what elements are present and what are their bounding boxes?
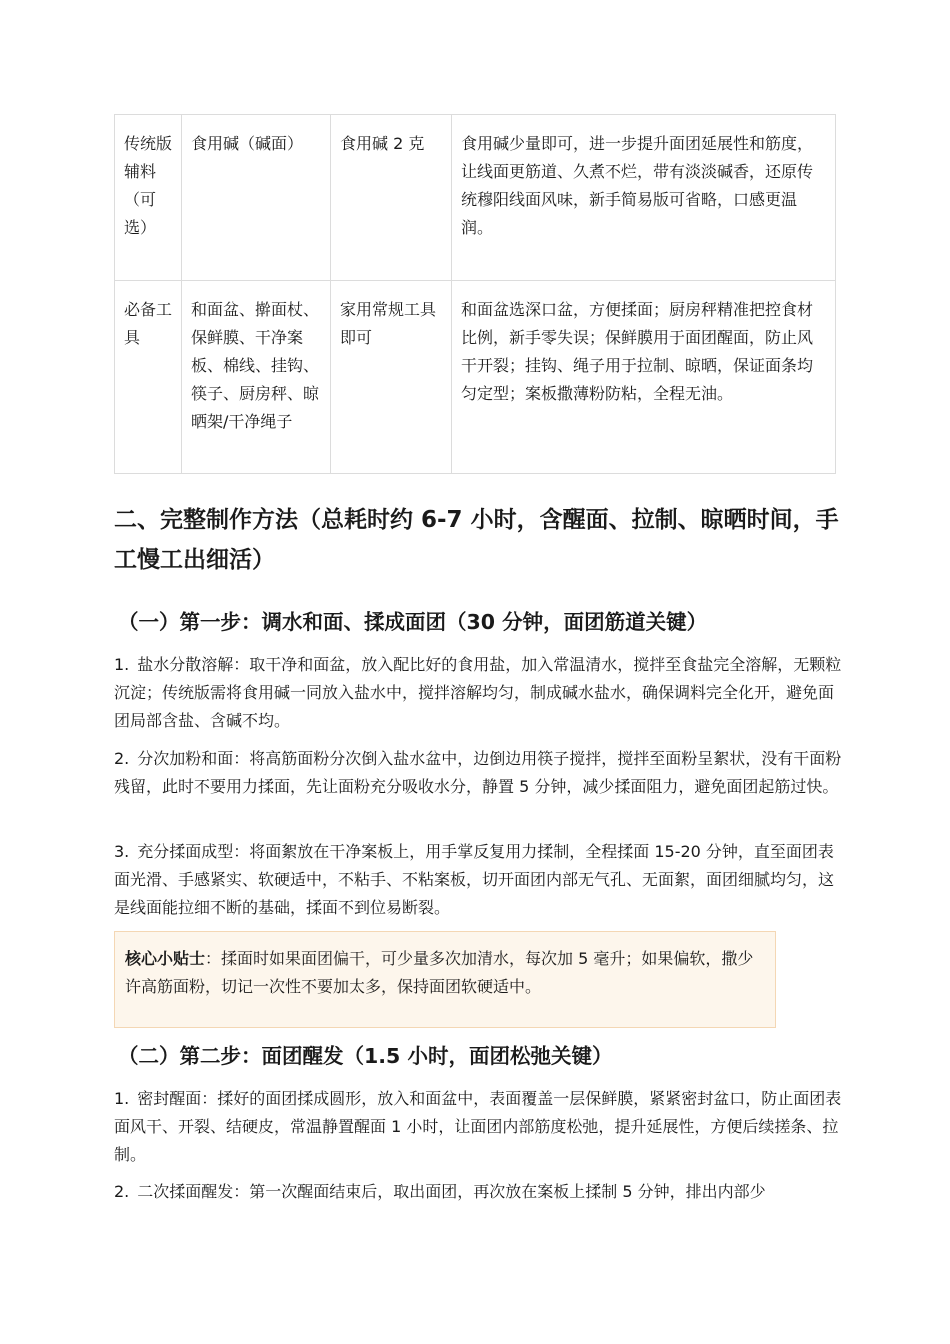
table-row xyxy=(115,281,836,474)
tip-callout xyxy=(114,931,776,1028)
list-text: 盐水分散溶解：取干净和面盆，放入配比好的食用盐，加入常温清水，搅拌至食盐完全溶解，无颗粒沉淀；传统版需将食用碱一同放入盐水中，搅拌溶解均匀，制成碱水盐水，确保调料完全化开，避免面团局部含盐、含碱不均。 xyxy=(114,655,842,730)
list-number: 1. xyxy=(114,655,130,674)
list-number: 3. xyxy=(114,842,130,861)
section-heading: 二、完整制作方法（总耗时约 6-7 小时，含醒面、拉制、晾晒时间，手工慢工出细活） xyxy=(114,507,839,573)
list-text: 分次加粉和面：将高筋面粉分次倒入盐水盆中，边倒边用筷子搅拌，搅拌至面粉呈絮状，没有干面粉残留，此时不要用力揉面，先让面粉充分吸收水分，静置 5 分钟，减少揉面阻力，避免面团起筋过快。 xyxy=(114,749,842,796)
list-text: 二次揉面醒发：第一次醒面结束后，取出面团，再次放在案板上揉制 5 分钟，排出内部少 xyxy=(137,1182,766,1201)
table-cell-note: 和面盆选深口盆，方便揉面；厨房秤精准把控食材比例，新手零失误；保鲜膜用于面团醒面，防止风干开裂；挂钩、绳子用于拉制、晾晒，保证面条均匀定型；案板撒薄粉防粘，全程无油。 xyxy=(452,281,836,474)
table-cell-note: 食用碱少量即可，进一步提升面团延展性和筋度，让线面更筋道、久煮不烂，带有淡淡碱香，还原传统穆阳线面风味，新手简易版可省略，口感更温润。 xyxy=(452,115,836,281)
table-cell-category: 传统版辅料（可选） xyxy=(115,115,182,281)
table-cell-item: 食用碱（碱面） xyxy=(182,115,331,281)
step1-item-2 xyxy=(114,745,844,801)
step2-item-1 xyxy=(114,1085,844,1169)
list-number: 2. xyxy=(114,1182,130,1201)
step2-heading: （二）第二步：面团醒发（1.5 小时，面团松弛关键） xyxy=(118,1044,613,1068)
table-row xyxy=(115,115,836,281)
step1-item-3 xyxy=(114,838,844,922)
step1-item-1 xyxy=(114,651,844,735)
table-cell-amount: 家用常规工具即可 xyxy=(331,281,452,474)
tip-label: 核心小贴士 xyxy=(125,949,206,968)
table-cell-amount: 食用碱 2 克 xyxy=(331,115,452,281)
ingredients-table xyxy=(114,114,836,474)
table-cell-category: 必备工具 xyxy=(115,281,182,474)
tip-text: ：揉面时如果面团偏干，可少量多次加清水，每次加 5 毫升；如果偏软，撒少许高筋面粉，切记一次性不要加太多，保持面团软硬适中。 xyxy=(125,949,754,996)
list-number: 1. xyxy=(114,1089,130,1108)
step1-heading: （一）第一步：调水和面、揉成面团（30 分钟，面团筋道关键） xyxy=(118,610,708,634)
table-cell-item: 和面盆、擀面杖、保鲜膜、干净案板、棉线、挂钩、筷子、厨房秤、晾晒架/干净绳子 xyxy=(182,281,331,474)
step2-item-2 xyxy=(114,1178,844,1206)
list-text: 密封醒面：揉好的面团揉成圆形，放入和面盆中，表面覆盖一层保鲜膜，紧紧密封盆口，防止面团表面风干、开裂、结硬皮，常温静置醒面 1 小时，让面团内部筋度松弛，提升延展性，方便后续搓条、拉制。 xyxy=(114,1089,842,1164)
list-number: 2. xyxy=(114,749,130,768)
list-text: 充分揉面成型：将面絮放在干净案板上，用手掌反复用力揉制，全程揉面 15-20 分钟，直至面团表面光滑、手感紧实、软硬适中，不粘手、不粘案板，切开面团内部无气孔、无面絮，面团细腻均匀，这是线面能拉细不断的基础，揉面不到位易断裂。 xyxy=(114,842,835,917)
